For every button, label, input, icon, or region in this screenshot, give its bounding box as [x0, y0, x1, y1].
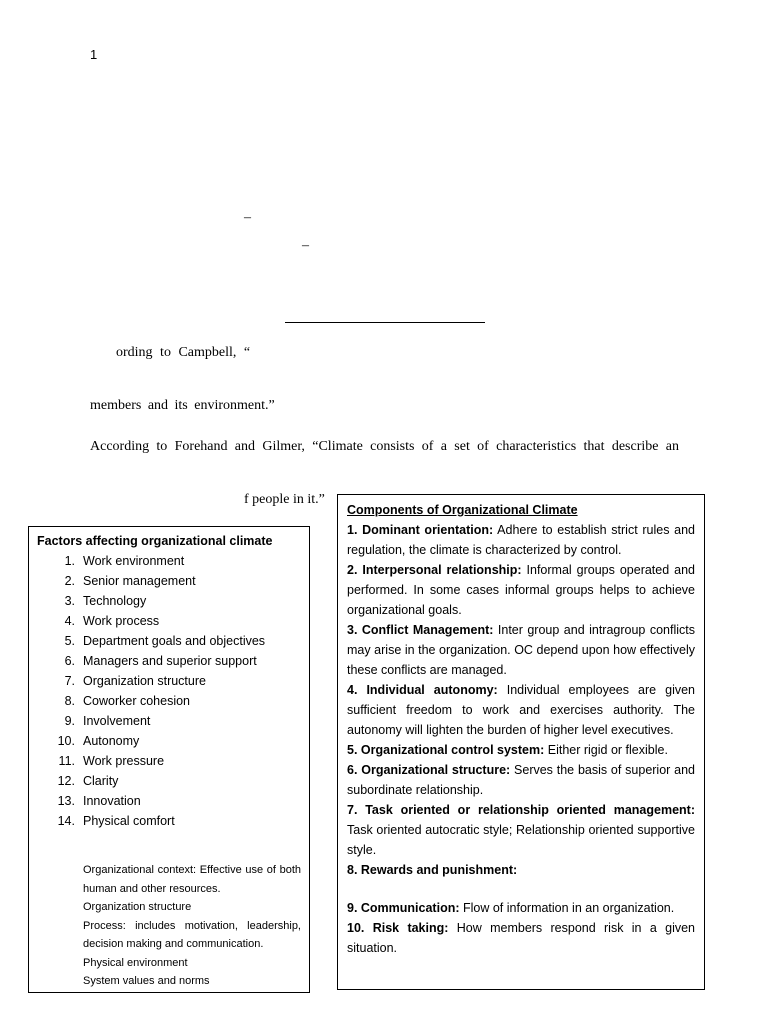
dash-mark: –: [244, 210, 251, 225]
item-number: 14.: [57, 814, 75, 828]
list-item: [37, 551, 301, 571]
factors-title: Factors affecting organizational climate: [37, 534, 273, 548]
list-item: [37, 591, 301, 611]
item-text: Department goals and objectives: [83, 634, 266, 648]
component-term: 5. Organizational control system:: [347, 743, 545, 757]
item-text: Innovation: [83, 794, 141, 808]
component-desc: Adhere to establish strict rules and regulation, the climate is characterized by control.: [347, 523, 695, 557]
component-item: [347, 680, 695, 740]
item-text: Organization structure: [83, 674, 206, 688]
list-item: [37, 571, 301, 591]
component-desc: How members respond risk in a given situation.: [347, 921, 695, 955]
item-number: 7.: [64, 674, 75, 688]
item-number: 3.: [64, 594, 75, 608]
list-item: [37, 611, 301, 631]
note-line: Process: includes motivation, leadership, decision making and communication.: [83, 919, 301, 950]
item-text: Managers and superior support: [83, 654, 257, 668]
component-item: [347, 740, 695, 760]
list-item: [37, 691, 301, 711]
component-term: 6. Organizational structure:: [347, 763, 511, 777]
component-desc: Individual employees are given sufficient freedom to work and exercises authority. The autonomy will lighten the burden of higher level executives.: [347, 683, 696, 737]
component-item: [347, 560, 695, 620]
list-item: [37, 811, 301, 831]
item-text: Senior management: [83, 574, 196, 588]
factors-box: [28, 526, 310, 993]
item-number: 4.: [64, 614, 75, 628]
note-line: Organization structure: [83, 901, 192, 913]
item-text: Involvement: [83, 714, 151, 728]
item-number: 5.: [64, 634, 75, 648]
component-term: 9. Communication:: [347, 901, 460, 915]
dash-mark: –: [302, 238, 309, 253]
component-item: [347, 918, 695, 958]
component-term: 10. Risk taking:: [347, 921, 449, 935]
component-item: [347, 800, 695, 860]
components-box: [337, 494, 705, 990]
component-item: [347, 860, 695, 880]
item-text: Work pressure: [83, 754, 165, 768]
item-number: 11.: [58, 754, 75, 768]
component-term: 7. Task oriented or relationship oriented management:: [347, 803, 695, 817]
body-text-line: f people in it.”: [244, 492, 325, 507]
note-line: Physical environment: [83, 956, 188, 969]
item-text: Technology: [83, 594, 147, 608]
item-number: 8.: [64, 694, 75, 708]
component-desc: Inter group and intragroup conflicts may arise in the organization. OC depend upon how effectively these conflicts are managed.: [347, 623, 695, 677]
item-number: 13.: [57, 794, 75, 808]
component-term: 8. Rewards and punishment:: [347, 863, 518, 877]
factors-notes: [37, 861, 301, 991]
component-term: 1. Dominant orientation:: [347, 523, 494, 537]
component-desc: Serves the basis of superior and subordinate relationship.: [347, 763, 695, 797]
list-item: [37, 711, 301, 731]
component-desc: Either rigid or flexible.: [544, 743, 668, 757]
item-text: Physical comfort: [83, 814, 175, 828]
component-desc: Task oriented autocratic style; Relationship oriented supportive style.: [347, 823, 695, 857]
horizontal-rule: [285, 322, 485, 323]
list-item: [37, 771, 301, 791]
list-item: [37, 791, 301, 811]
item-number: 10.: [57, 734, 75, 748]
component-desc: Informal groups operated and performed. In some cases informal groups helps to achieve organizational goals.: [347, 563, 695, 617]
item-number: 1.: [64, 554, 75, 568]
body-text-line: According to Forehand and Gilmer, “Climate consists of a set of characteristics that describe an: [90, 439, 679, 454]
list-item: [37, 751, 301, 771]
list-item: [37, 651, 301, 671]
page-number: 1: [90, 47, 98, 62]
item-number: 9.: [64, 714, 75, 728]
item-number: 2.: [64, 574, 75, 588]
components-title: Components of Organizational Climate: [347, 503, 578, 517]
body-text-line: ording to Campbell, “: [116, 345, 251, 360]
item-text: Coworker cohesion: [83, 694, 190, 708]
component-term: 4. Individual autonomy:: [347, 683, 498, 697]
item-text: Work environment: [83, 554, 185, 568]
item-text: Autonomy: [83, 734, 140, 748]
item-number: 12.: [57, 774, 75, 788]
component-item: [347, 760, 695, 800]
list-item: [37, 631, 301, 651]
component-desc: Flow of information in an organization.: [459, 901, 675, 915]
list-item: [37, 671, 301, 691]
component-term: 3. Conflict Management:: [347, 623, 494, 637]
body-text-line: members and its environment.”: [90, 398, 275, 413]
component-term: 2. Interpersonal relationship:: [347, 563, 522, 577]
factors-list: [37, 551, 301, 831]
note-line: Organizational context: Effective use of both human and other resources.: [83, 864, 301, 895]
item-number: 6.: [64, 654, 75, 668]
component-item: [347, 898, 695, 918]
component-item: [347, 620, 695, 680]
item-text: Work process: [83, 614, 160, 628]
list-item: [37, 731, 301, 751]
item-text: Clarity: [83, 774, 119, 788]
component-item: [347, 520, 695, 560]
note-line: System values and norms: [83, 975, 210, 987]
